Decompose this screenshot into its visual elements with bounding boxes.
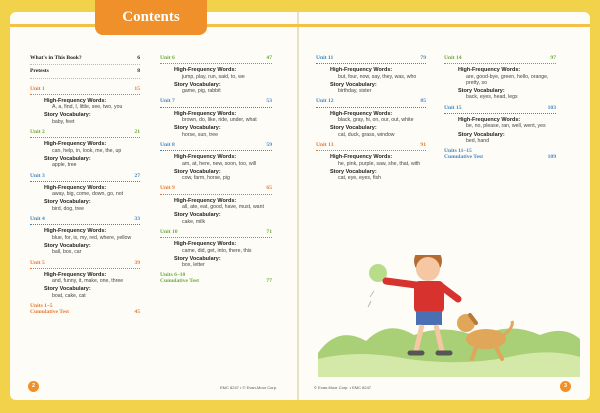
header-banner-right bbox=[207, 24, 590, 27]
unit-heading bbox=[160, 142, 272, 151]
unit-heading bbox=[30, 129, 140, 138]
unit-entry bbox=[444, 55, 556, 101]
hf-label: High-Frequency Words: bbox=[174, 67, 237, 74]
boy-shorts bbox=[416, 311, 442, 325]
sv-label: Story Vocabulary: bbox=[174, 125, 221, 132]
cumulative-units: Units 6–10 bbox=[160, 272, 186, 279]
sv-label: Story Vocabulary: bbox=[174, 212, 221, 219]
unit-page: 21 bbox=[134, 129, 140, 136]
sv-words: apple, tree bbox=[52, 162, 77, 169]
hf-label: High-Frequency Words: bbox=[44, 271, 107, 278]
sv-words: horse, sun, tree bbox=[182, 131, 219, 138]
page-title: Contents bbox=[122, 9, 180, 25]
unit-heading bbox=[160, 55, 272, 64]
unit-title: Unit 10 bbox=[160, 228, 178, 235]
unit-heading bbox=[30, 86, 140, 95]
sv-label: Story Vocabulary: bbox=[330, 81, 377, 88]
unit-entry bbox=[30, 216, 140, 255]
sv-words: game, pig, rabbit bbox=[182, 88, 221, 95]
sv-words: bed, hand bbox=[466, 137, 490, 144]
unit-page: 59 bbox=[266, 141, 272, 148]
cumulative-label: Cumulative Test bbox=[160, 278, 200, 285]
throw-motion-lines bbox=[368, 291, 374, 307]
hf-label: High-Frequency Words: bbox=[174, 154, 237, 161]
hf-label: High-Frequency Words: bbox=[44, 184, 107, 191]
unit-page: 53 bbox=[266, 98, 272, 105]
unit-page: 33 bbox=[134, 216, 140, 223]
unit-page: 65 bbox=[266, 185, 272, 192]
hf-words: all, ate, eat, good, have, must, want bbox=[182, 204, 264, 211]
unit-title: Unit 12 bbox=[316, 98, 334, 105]
unit-entry bbox=[160, 55, 272, 94]
cumulative-row bbox=[30, 309, 140, 315]
hf-label: High-Frequency Words: bbox=[174, 110, 237, 117]
sv-words: bird, dog, tree bbox=[52, 205, 85, 212]
hf-label: High-Frequency Words: bbox=[330, 110, 393, 117]
unit-title: Unit 3 bbox=[30, 172, 45, 179]
hf-label: High-Frequency Words: bbox=[330, 154, 393, 161]
unit-entry bbox=[160, 185, 272, 224]
unit-title: Unit 1 bbox=[30, 85, 45, 92]
unit-heading bbox=[160, 98, 272, 107]
unit-page: 91 bbox=[420, 141, 426, 148]
unit-entry bbox=[30, 86, 140, 125]
unit-page: 85 bbox=[420, 98, 426, 105]
toc-column-1 bbox=[30, 55, 140, 315]
hf-words: but, four, now, say, they, was, who bbox=[338, 73, 417, 80]
hf-words: jump, play, run, said, to, we bbox=[182, 73, 245, 80]
cumulative-test-entry bbox=[30, 303, 140, 315]
unit-title: Unit 11 bbox=[316, 55, 334, 61]
unit-heading bbox=[316, 142, 426, 151]
front-matter-label: What's in This Book? bbox=[30, 55, 82, 61]
sv-label: Story Vocabulary: bbox=[44, 155, 91, 162]
unit-title: Unit 4 bbox=[30, 216, 45, 223]
hf-label: High-Frequency Words: bbox=[44, 97, 107, 104]
unit-entry bbox=[30, 173, 140, 212]
unit-page: 39 bbox=[134, 259, 140, 266]
unit-entry bbox=[30, 129, 140, 168]
book-spine bbox=[297, 12, 299, 400]
unit-heading bbox=[316, 55, 426, 64]
hf-words: came, did, get, into, there, this bbox=[182, 247, 252, 254]
unit-entry bbox=[160, 229, 272, 268]
sv-words: box, letter bbox=[182, 262, 205, 269]
unit-heading bbox=[444, 105, 556, 114]
front-matter-entry bbox=[30, 55, 140, 65]
sv-words: cake, milk bbox=[182, 218, 206, 225]
hf-words: and, funny, it, make, one, three bbox=[52, 278, 124, 285]
unit-entry bbox=[316, 98, 426, 137]
hf-words: are, good-bye, green, hello, orange, pretty, so bbox=[466, 73, 549, 86]
cumulative-page: 109 bbox=[547, 154, 556, 161]
sv-words: cow, farm, horse, pig bbox=[182, 175, 230, 182]
contents-tab bbox=[95, 0, 207, 35]
hf-label: High-Frequency Words: bbox=[174, 197, 237, 204]
cumulative-page: 45 bbox=[134, 309, 140, 316]
unit-heading bbox=[30, 260, 140, 269]
boy-arm bbox=[442, 287, 458, 299]
unit-page: 97 bbox=[550, 55, 556, 61]
hf-words: be, no, please, ran, well, went, yes bbox=[466, 123, 546, 130]
sv-words: baby, feet bbox=[52, 118, 75, 125]
hf-words: he, pink, purple, saw, she, that, with bbox=[338, 160, 421, 167]
sv-label: Story Vocabulary: bbox=[174, 168, 221, 175]
hf-words: A, a, find, I, little, see, two, you bbox=[52, 104, 123, 111]
sv-words: birthday, sister bbox=[338, 88, 372, 95]
hf-label: High-Frequency Words: bbox=[330, 67, 393, 74]
boy-raised-arm bbox=[386, 281, 416, 285]
unit-title: Unit 5 bbox=[30, 259, 45, 266]
unit-page: 103 bbox=[547, 104, 556, 111]
sv-label: Story Vocabulary: bbox=[174, 255, 221, 262]
cumulative-units: Units 1–5 bbox=[30, 303, 53, 310]
hf-label: High-Frequency Words: bbox=[44, 228, 107, 235]
page-number-right: 3 bbox=[560, 381, 571, 392]
hf-words: can, help, in, look, me, the, up bbox=[52, 147, 122, 154]
unit-page: 27 bbox=[134, 172, 140, 179]
unit-title: Unit 14 bbox=[444, 55, 462, 61]
sv-label: Story Vocabulary: bbox=[44, 112, 91, 119]
front-matter-entry bbox=[30, 68, 140, 78]
cumulative-test-entry bbox=[160, 272, 272, 284]
front-matter-page: 8 bbox=[137, 68, 140, 75]
unit-page: 15 bbox=[134, 85, 140, 92]
unit-page: 79 bbox=[420, 55, 426, 61]
sv-label: Story Vocabulary: bbox=[458, 88, 505, 95]
sv-label: Story Vocabulary: bbox=[44, 199, 91, 206]
unit-entry bbox=[316, 55, 426, 94]
unit-entry bbox=[30, 260, 140, 299]
sv-words: cat, duck, grass, window bbox=[338, 131, 395, 138]
cumulative-row bbox=[160, 278, 272, 284]
sv-label: Story Vocabulary: bbox=[174, 81, 221, 88]
cumulative-label: Cumulative Test bbox=[30, 309, 70, 316]
unit-entry bbox=[444, 105, 556, 144]
hf-label: High-Frequency Words: bbox=[458, 67, 521, 74]
unit-heading bbox=[160, 229, 272, 238]
hf-label: High-Frequency Words: bbox=[174, 241, 237, 248]
sv-label: Story Vocabulary: bbox=[44, 286, 91, 293]
unit-entry bbox=[160, 142, 272, 181]
toc-column-3 bbox=[316, 55, 426, 185]
unit-heading bbox=[160, 185, 272, 194]
header-banner-left bbox=[10, 24, 95, 27]
unit-heading bbox=[30, 173, 140, 182]
hf-words: blue, for, is, my, red, where, yellow bbox=[52, 234, 132, 241]
unit-title: Unit 15 bbox=[444, 104, 462, 111]
hf-words: am, at, here, new, soon, too, will bbox=[182, 160, 257, 167]
unit-title: Unit 13 bbox=[316, 141, 334, 148]
cumulative-page: 77 bbox=[266, 278, 272, 285]
cumulative-test-entry bbox=[444, 148, 556, 160]
hf-words: black, gray, hi, on, our, out, white bbox=[338, 117, 414, 124]
cumulative-units: Units 11–15 bbox=[444, 148, 472, 155]
sv-words: ball, box, car bbox=[52, 249, 82, 256]
unit-title: Unit 8 bbox=[160, 141, 175, 148]
sv-label: Story Vocabulary: bbox=[330, 168, 377, 175]
sv-label: Story Vocabulary: bbox=[330, 125, 377, 132]
front-matter-page: 6 bbox=[137, 55, 140, 61]
unit-entry bbox=[160, 98, 272, 137]
cumulative-row bbox=[444, 154, 556, 160]
front-matter-label: Pretests bbox=[30, 68, 49, 75]
cumulative-label: Cumulative Test bbox=[444, 154, 484, 161]
unit-heading bbox=[316, 98, 426, 107]
unit-page: 47 bbox=[266, 55, 272, 61]
hf-label: High-Frequency Words: bbox=[458, 117, 521, 124]
unit-heading bbox=[30, 216, 140, 225]
page-number-left: 2 bbox=[28, 381, 39, 392]
dog-body bbox=[466, 329, 506, 349]
boy-face bbox=[416, 257, 440, 281]
footer-right: © Evan-Moor Corp. • EMC 8247 bbox=[314, 385, 372, 390]
boy-and-dog-illustration bbox=[318, 255, 580, 377]
unit-title: Unit 6 bbox=[160, 55, 175, 61]
hf-label: High-Frequency Words: bbox=[44, 141, 107, 148]
toc-column-4 bbox=[444, 55, 556, 160]
unit-entry bbox=[316, 142, 426, 181]
sv-label: Story Vocabulary: bbox=[44, 242, 91, 249]
sv-words: back, eyes, head, legs bbox=[466, 94, 518, 101]
unit-page: 71 bbox=[266, 228, 272, 235]
toc-column-2 bbox=[160, 55, 272, 284]
hf-words: brown, do, like, ride, under, what bbox=[182, 117, 257, 124]
footer-left: EMC 8247 • © Evan-Moor Corp. bbox=[220, 385, 278, 390]
hf-words: away, big, come, down, go, not bbox=[52, 191, 124, 198]
unit-heading bbox=[444, 55, 556, 64]
sv-words: cat, eye, eyes, fish bbox=[338, 175, 381, 182]
unit-title: Unit 2 bbox=[30, 129, 45, 136]
sv-words: boat, cake, cat bbox=[52, 292, 86, 299]
unit-title: Unit 9 bbox=[160, 185, 175, 192]
unit-title: Unit 7 bbox=[160, 98, 175, 105]
sv-label: Story Vocabulary: bbox=[458, 131, 505, 138]
